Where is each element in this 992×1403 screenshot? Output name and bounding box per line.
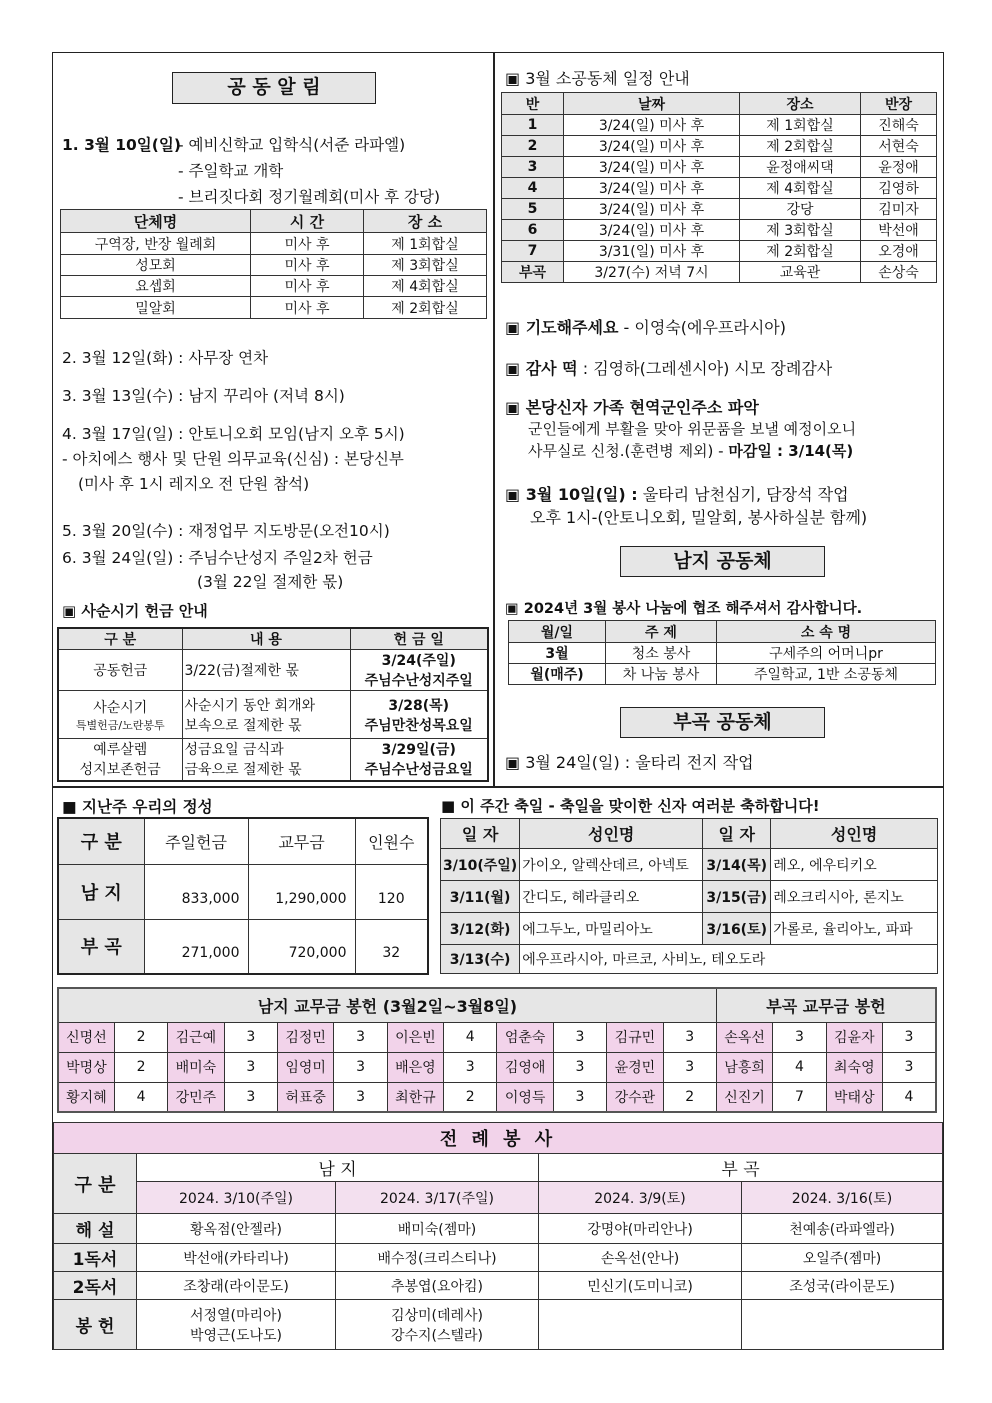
table-cell: 교육관 bbox=[740, 262, 861, 283]
donor-count: 3 bbox=[883, 1022, 936, 1052]
table-cell: 제 1회합실 bbox=[364, 233, 487, 255]
bugok-item: ▣ 3월 24일(일) : 울타리 전지 작업 bbox=[505, 753, 754, 772]
table-cell: 3/24(일) 미사 후 bbox=[564, 136, 740, 157]
lent-title: ▣ 사순시기 헌금 안내 bbox=[62, 602, 208, 620]
donor-count: 3 bbox=[444, 1052, 497, 1082]
soldier-line1: 군인들에게 부활을 맞아 위문품을 보낼 예정이오니 bbox=[528, 420, 857, 438]
donor-name: 강민주 bbox=[168, 1082, 224, 1112]
donor-name: 이영득 bbox=[497, 1082, 553, 1112]
table-cell: 720,000 bbox=[248, 919, 355, 974]
table-header: 일 자 bbox=[703, 819, 771, 849]
prayer-request: ▣ 기도해주세요 - 이영숙(에우프라시아) bbox=[505, 318, 786, 337]
table-row: 3/10(주일) 가이오, 알렉산데르, 아넥토 3/14(목) 레오, 에우티키오 bbox=[441, 849, 938, 881]
table-cell: 손상숙 bbox=[861, 262, 937, 283]
donor-count: 3 bbox=[553, 1022, 606, 1052]
donor-count: 4 bbox=[883, 1082, 936, 1112]
altar-work: ▣ 3월 10일(일) : 울타리 남천심기, 담장석 작업 bbox=[505, 485, 849, 504]
small-community-title: ▣ 3월 소공동체 일정 안내 bbox=[505, 69, 690, 88]
namji-service-table bbox=[508, 620, 936, 685]
table-header: 장소 bbox=[740, 93, 861, 115]
notice-item6: 6. 3월 24일(일) : 주님수난성지 주일2차 헌금 bbox=[62, 549, 373, 567]
table-cell: 청소 봉사 bbox=[606, 643, 717, 664]
table-header: 주 제 bbox=[606, 621, 717, 643]
donor-name: 남흥희 bbox=[716, 1052, 772, 1082]
table-row bbox=[502, 262, 937, 283]
altar-work-line2: 오후 1시-(안토니오회, 밀알회, 봉사하실분 함께) bbox=[530, 508, 868, 527]
table-row bbox=[58, 919, 428, 974]
table-cell: 1 bbox=[502, 115, 564, 136]
donor-count: 3 bbox=[553, 1082, 606, 1112]
table-cell: 3/22(금)절제한 몫 bbox=[182, 650, 350, 691]
notice-title: 공 동 알 림 bbox=[172, 72, 376, 104]
donor-name: 배미숙 bbox=[168, 1052, 224, 1082]
table-cell: 제 3회합실 bbox=[364, 255, 487, 276]
table-cell: 3/27(수) 저녁 7시 bbox=[564, 262, 740, 283]
notice-item1-line2: - 주일학교 개학 bbox=[178, 162, 284, 180]
donor-name: 엄춘숙 bbox=[497, 1022, 553, 1052]
table-cell: 3 bbox=[502, 157, 564, 178]
donor-name: 김근예 bbox=[168, 1022, 224, 1052]
table-header: 주일헌금 bbox=[144, 818, 248, 864]
table-row bbox=[58, 739, 488, 781]
table-cell: 윤정애씨댁 bbox=[740, 157, 861, 178]
liturgy-date: 2024. 3/16(토) bbox=[742, 1182, 943, 1214]
table-cell: 공동헌금 bbox=[58, 650, 182, 691]
table-cell: 제 3회합실 bbox=[740, 220, 861, 241]
table-header: 시 간 bbox=[251, 210, 364, 233]
notice-item4-sub2: (미사 후 1시 레지오 전 단원 참석) bbox=[78, 475, 310, 493]
table-header: 헌 금 일 bbox=[350, 628, 488, 650]
table-cell: 7 bbox=[502, 241, 564, 262]
table-cell: 서현숙 bbox=[861, 136, 937, 157]
donor-count: 3 bbox=[883, 1052, 936, 1082]
table-row: 봉 헌 서정열(마리아) 박영근(도나도) 김상미(데레사) 강수지(스텔라) bbox=[54, 1300, 943, 1350]
notice-item1-line3: - 브리짓다회 정기월례회(미사 후 강당) bbox=[178, 188, 440, 206]
table-cell: 사순시기 동안 회개와 보속으로 절제한 몫 bbox=[182, 691, 350, 739]
donor-name: 허표중 bbox=[277, 1082, 333, 1112]
offering-table bbox=[57, 817, 429, 975]
table-header: 반장 bbox=[861, 93, 937, 115]
table-cell: 남 지 bbox=[58, 864, 144, 919]
table-cell: 차 나눔 봉사 bbox=[606, 664, 717, 685]
table-row bbox=[61, 233, 487, 255]
donor-name: 김윤자 bbox=[826, 1022, 882, 1052]
table-cell: 강당 bbox=[740, 199, 861, 220]
notice-item6-sub: (3월 22일 절제한 몫) bbox=[197, 573, 344, 591]
donor-name: 최한규 bbox=[387, 1082, 443, 1112]
table-cell: 미사 후 bbox=[251, 297, 364, 319]
table-cell: 3/24(일) 미사 후 bbox=[564, 178, 740, 199]
table-cell: 미사 후 bbox=[251, 276, 364, 297]
table-row: 3/11(월) 간디도, 헤라클리오 3/15(금) 레오크리시아, 론지노 bbox=[441, 881, 938, 913]
donor-name: 윤경민 bbox=[607, 1052, 663, 1082]
notice-item1-line1: - 예비신학교 입학식(서준 라파엘) bbox=[178, 136, 406, 154]
table-cell: 김미자 bbox=[861, 199, 937, 220]
table-row bbox=[58, 864, 428, 919]
liturgy-date: 2024. 3/9(토) bbox=[539, 1182, 742, 1214]
table-row bbox=[502, 220, 937, 241]
table-row bbox=[502, 241, 937, 262]
small-community-table bbox=[501, 92, 937, 283]
table-row bbox=[58, 1082, 936, 1112]
table-row: 해 설 황옥점(안젤라) 배미숙(젬마) 강명야(마리안나) 천예송(라파엘라) bbox=[54, 1214, 943, 1244]
table-row bbox=[502, 136, 937, 157]
donor-count: 3 bbox=[663, 1052, 716, 1082]
table-row bbox=[502, 157, 937, 178]
donor-name: 김정민 bbox=[277, 1022, 333, 1052]
table-row bbox=[61, 276, 487, 297]
donor-name: 김영애 bbox=[497, 1052, 553, 1082]
soldier-line2: 사무실로 신청.(훈련병 제외) - 마감일 : 3/14(목) bbox=[528, 442, 854, 460]
donor-count: 3 bbox=[334, 1052, 387, 1082]
donor-count: 4 bbox=[773, 1052, 826, 1082]
table-row: 3/12(화) 에그두노, 마밀리아노 3/16(토) 가롤로, 율리아노, 파파 bbox=[441, 913, 938, 945]
table-cell: 김영하 bbox=[861, 178, 937, 199]
notice-item2: 2. 3월 12일(화) : 사무장 연차 bbox=[62, 349, 269, 367]
table-cell: 3/31(일) 미사 후 bbox=[564, 241, 740, 262]
liturgy-col-label: 구 분 bbox=[54, 1154, 137, 1214]
donor-name: 손옥선 bbox=[716, 1022, 772, 1052]
table-cell: 주일학교, 1반 소공동체 bbox=[717, 664, 936, 685]
table-cell: 박선애 bbox=[861, 220, 937, 241]
table-cell: 요셉회 bbox=[61, 276, 251, 297]
table-header: 장 소 bbox=[364, 210, 487, 233]
table-row bbox=[502, 178, 937, 199]
dues-table bbox=[57, 987, 937, 1113]
donor-count: 3 bbox=[224, 1082, 277, 1112]
table-header: 소 속 명 bbox=[717, 621, 936, 643]
table-cell: 윤정애 bbox=[861, 157, 937, 178]
table-header: 인원수 bbox=[355, 818, 428, 864]
liturgy-date: 2024. 3/17(주일) bbox=[336, 1182, 539, 1214]
table-cell: 성모회 bbox=[61, 255, 251, 276]
donor-count: 7 bbox=[773, 1082, 826, 1112]
table-header: 일 자 bbox=[441, 819, 520, 849]
namji-title: 남지 공동체 bbox=[620, 546, 825, 577]
donor-name: 김규민 bbox=[607, 1022, 663, 1052]
donor-count: 2 bbox=[663, 1082, 716, 1112]
table-header: 반 bbox=[502, 93, 564, 115]
section-divider bbox=[52, 786, 944, 788]
notice-item4-sub1: - 아치에스 행사 및 단원 의무교육(신심) : 본당신부 bbox=[62, 450, 404, 468]
table-cell: 예루살렘 성지보존헌금 bbox=[58, 739, 182, 781]
table-cell: 제 2회합실 bbox=[364, 297, 487, 319]
dues-namji-title: 남지 교무금 봉헌 (3월2일~3월8일) bbox=[58, 988, 716, 1022]
donor-count: 2 bbox=[444, 1082, 497, 1112]
namji-thanks: ▣ 2024년 3월 봉사 나눔에 협조 해주셔서 감사합니다. bbox=[505, 601, 863, 617]
dues-bugok-title: 부곡 교무금 봉헌 bbox=[716, 988, 936, 1022]
table-cell: 미사 후 bbox=[251, 233, 364, 255]
table-cell: 부 곡 bbox=[58, 919, 144, 974]
donor-count: 3 bbox=[334, 1022, 387, 1052]
table-row: 3/13(수) 에우프라시아, 마르코, 사비노, 테오도라 bbox=[441, 945, 938, 974]
table-row bbox=[502, 199, 937, 220]
table-cell: 271,000 bbox=[144, 919, 248, 974]
table-row: 1독서 박선애(카타리나) 배수정(크리스티나) 손옥선(안나) 오일주(젬마) bbox=[54, 1244, 943, 1272]
liturgy-table bbox=[53, 1122, 943, 1350]
donor-name: 황지혜 bbox=[58, 1082, 114, 1112]
table-cell: 3/24(일) 미사 후 bbox=[564, 157, 740, 178]
liturgy-namji: 남 지 bbox=[137, 1154, 539, 1182]
lent-offering-table bbox=[57, 627, 489, 782]
table-cell: 제 2회합실 bbox=[740, 136, 861, 157]
donor-count: 3 bbox=[334, 1082, 387, 1112]
table-row bbox=[58, 1052, 936, 1082]
donor-name: 박태상 bbox=[826, 1082, 882, 1112]
table-cell: 120 bbox=[355, 864, 428, 919]
donor-name: 최숙영 bbox=[826, 1052, 882, 1082]
donor-count: 4 bbox=[444, 1022, 497, 1052]
donor-count: 2 bbox=[114, 1022, 167, 1052]
table-header: 구 분 bbox=[58, 818, 144, 864]
table-row bbox=[61, 255, 487, 276]
table-header: 성인명 bbox=[520, 819, 703, 849]
notice-item3: 3. 3월 13일(수) : 남지 꾸리아 (저녁 8시) bbox=[62, 387, 345, 405]
table-cell: 32 bbox=[355, 919, 428, 974]
table-cell: 월(매주) bbox=[509, 664, 606, 685]
table-row bbox=[502, 115, 937, 136]
table-cell: 진해숙 bbox=[861, 115, 937, 136]
table-cell: 833,000 bbox=[144, 864, 248, 919]
table-header: 성인명 bbox=[771, 819, 938, 849]
table-cell: 미사 후 bbox=[251, 255, 364, 276]
table-cell: 부곡 bbox=[502, 262, 564, 283]
donor-name: 이은빈 bbox=[387, 1022, 443, 1052]
donor-count: 3 bbox=[224, 1022, 277, 1052]
table-cell: 오경애 bbox=[861, 241, 937, 262]
table-header: 월/일 bbox=[509, 621, 606, 643]
donor-name: 강수관 bbox=[607, 1082, 663, 1112]
soldier-title: ▣ 본당신자 가족 현역군인주소 파악 bbox=[505, 398, 759, 417]
table-row bbox=[509, 664, 936, 685]
donor-name: 임영미 bbox=[277, 1052, 333, 1082]
donor-name: 박명상 bbox=[58, 1052, 114, 1082]
table-row bbox=[58, 1022, 936, 1052]
table-cell: 제 1회합실 bbox=[740, 115, 861, 136]
offering-title: ■ 지난주 우리의 정성 bbox=[62, 798, 213, 816]
table-header: 구 분 bbox=[58, 628, 182, 650]
table-row bbox=[61, 297, 487, 319]
liturgy-date: 2024. 3/10(주일) bbox=[137, 1182, 336, 1214]
donor-name: 배은영 bbox=[387, 1052, 443, 1082]
notice-item1-date: 1. 3월 10일(일) bbox=[62, 136, 181, 154]
table-cell: 성금요일 금식과 금육으로 절제한 몫 bbox=[182, 739, 350, 781]
donor-count: 3 bbox=[224, 1052, 277, 1082]
table-cell: 3/28(목) 주님만찬성목요일 bbox=[350, 691, 488, 739]
liturgy-bugok: 부 곡 bbox=[539, 1154, 943, 1182]
table-cell: 3월 bbox=[509, 643, 606, 664]
group-meeting-table bbox=[60, 209, 487, 319]
feast-title: ■ 이 주간 축일 - 축일을 맞이한 신자 여러분 축하합니다! bbox=[441, 797, 820, 815]
feast-table bbox=[440, 818, 938, 974]
table-cell: 사순시기 특별헌금/노란봉투 bbox=[58, 691, 182, 739]
table-cell: 1,290,000 bbox=[248, 864, 355, 919]
donor-count: 3 bbox=[663, 1022, 716, 1052]
donor-count: 3 bbox=[773, 1022, 826, 1052]
table-cell: 5 bbox=[502, 199, 564, 220]
table-cell: 3/24(주일) 주님수난성지주일 bbox=[350, 650, 488, 691]
table-cell: 2 bbox=[502, 136, 564, 157]
table-cell: 3/24(일) 미사 후 bbox=[564, 115, 740, 136]
donor-count: 2 bbox=[114, 1052, 167, 1082]
table-cell: 3/24(일) 미사 후 bbox=[564, 199, 740, 220]
donor-name: 신진기 bbox=[716, 1082, 772, 1112]
table-cell: 3/24(일) 미사 후 bbox=[564, 220, 740, 241]
column-divider bbox=[493, 52, 495, 787]
table-cell: 6 bbox=[502, 220, 564, 241]
table-header: 내 용 bbox=[182, 628, 350, 650]
table-cell: 밀알회 bbox=[61, 297, 251, 319]
table-cell: 제 4회합실 bbox=[364, 276, 487, 297]
notice-item5: 5. 3월 20일(수) : 재정업무 지도방문(오전10시) bbox=[62, 522, 390, 540]
donor-name: 신명선 bbox=[58, 1022, 114, 1052]
table-header: 단체명 bbox=[61, 210, 251, 233]
table-row: 2독서 조창래(라이문도) 추봉엽(요아킴) 민신기(도미니코) 조성국(라이문도) bbox=[54, 1272, 943, 1300]
bugok-title: 부곡 공동체 bbox=[620, 707, 825, 738]
table-cell: 제 2회합실 bbox=[740, 241, 861, 262]
table-row bbox=[509, 643, 936, 664]
thanks-rice-cake: ▣ 감사 떡 : 김영하(그레센시아) 시모 장례감사 bbox=[505, 359, 833, 378]
notice-item4: 4. 3월 17일(일) : 안토니오회 모임(남지 오후 5시) bbox=[62, 425, 405, 443]
table-cell: 구역장, 반장 월례회 bbox=[61, 233, 251, 255]
table-cell: 4 bbox=[502, 178, 564, 199]
donor-count: 4 bbox=[114, 1082, 167, 1112]
table-header: 교무금 bbox=[248, 818, 355, 864]
table-row bbox=[58, 650, 488, 691]
table-cell: 구세주의 어머니pr bbox=[717, 643, 936, 664]
liturgy-title: 전 례 봉 사 bbox=[54, 1123, 943, 1154]
table-header: 날짜 bbox=[564, 93, 740, 115]
table-cell: 3/29일(금) 주님수난성금요일 bbox=[350, 739, 488, 781]
table-row bbox=[58, 691, 488, 739]
donor-count: 3 bbox=[553, 1052, 606, 1082]
table-cell: 제 4회합실 bbox=[740, 178, 861, 199]
